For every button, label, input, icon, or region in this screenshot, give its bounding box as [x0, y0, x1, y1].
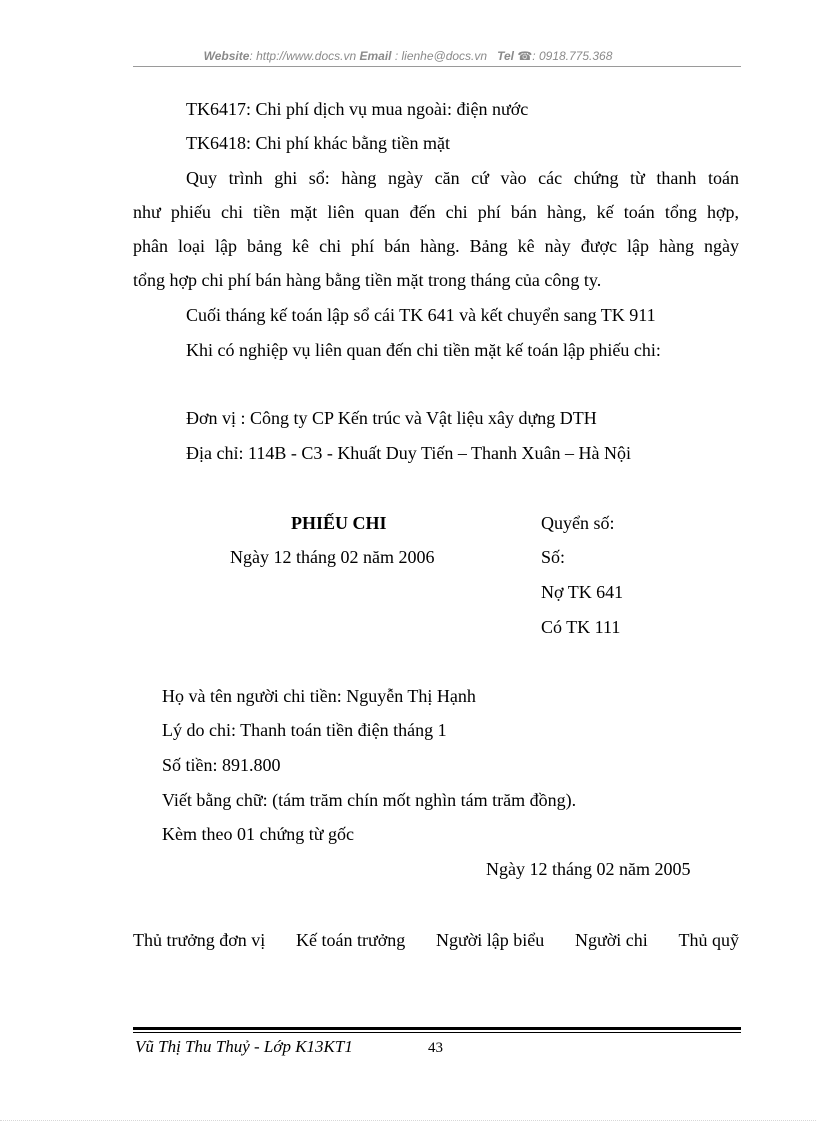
website-label: Website — [203, 49, 250, 63]
signatory: Thủ trưởng đơn vị — [133, 930, 266, 950]
signatory: Kế toán trưởng — [296, 930, 406, 950]
nguoi-chi: Họ và tên người chi tiền: Nguyễn Thị Hạnh — [162, 686, 476, 706]
line-cuoi-thang: Cuối tháng kế toán lập sổ cái TK 641 và kết chuyển sang TK 911 — [186, 305, 656, 325]
website-value: : http://www.docs.vn — [249, 49, 357, 63]
footer-author: Vũ Thị Thu Thuỷ - Lớp K13KT1 — [135, 1037, 353, 1056]
page-number: 43 — [428, 1040, 443, 1056]
quyen-so: Quyển số: — [541, 513, 615, 533]
footer-divider-thick — [133, 1027, 741, 1030]
line-tk6418: TK6418: Chi phí khác bằng tiền mặt — [186, 133, 450, 153]
line-tk6417: TK6417: Chi phí dịch vụ mua ngoài: điện nước — [186, 99, 529, 119]
para1-line2: như phiếu chi tiền mặt liên quan đến chi phí bán hàng, kế toán tổng hợp, — [133, 202, 739, 222]
so: Số: — [541, 547, 566, 567]
tel-value: : 0918.775.368 — [532, 49, 613, 63]
line-khi-co: Khi có nghiệp vụ liên quan đến chi tiền mặt kế toán lập phiếu chi: — [186, 340, 661, 360]
co-tk: Có TK 111 — [541, 617, 621, 637]
ly-do: Lý do chi: Thanh toán tiền điện tháng 1 — [162, 720, 447, 740]
signatories-row — [133, 928, 739, 952]
para1-line1: Quy trình ghi sổ: hàng ngày căn cứ vào các chứng từ thanh toán — [186, 168, 739, 188]
signatory: Người lập biểu — [435, 930, 545, 950]
dia-chi: Địa chỉ: 114B - C3 - Khuất Duy Tiến – Thanh Xuân – Hà Nội — [186, 443, 631, 463]
signatory: Người chi — [574, 930, 648, 950]
footer-divider-thin — [133, 1032, 741, 1033]
email-value: : lienhe@docs.vn — [391, 49, 488, 63]
bang-chu: Viết bằng chữ: (tám trăm chín mốt nghìn tám trăm đồng). — [162, 790, 577, 810]
so-tien: Số tiền: 891.800 — [162, 755, 281, 775]
no-tk: Nợ TK 641 — [541, 582, 624, 602]
page-bottom-border — [0, 1120, 816, 1121]
email-label: Email — [359, 49, 392, 63]
voucher-title: PHIẾU CHI — [291, 513, 387, 533]
voucher-date: Ngày 12 tháng 02 năm 2006 — [230, 547, 435, 567]
phone-icon: ☎ — [517, 49, 533, 63]
signatory: Thủ quỹ — [678, 930, 739, 950]
header-divider — [133, 66, 741, 67]
para1-line3: phân loại lập bảng kê chi phí bán hàng. Bảng kê này được lập hàng ngày — [133, 236, 739, 256]
sign-date: Ngày 12 tháng 02 năm 2005 — [486, 859, 691, 879]
para1-line4: tổng hợp chi phí bán hàng bằng tiền mặt trong tháng của công ty. — [133, 270, 602, 290]
don-vi: Đơn vị : Công ty CP Kến trúc và Vật liệu xây dựng DTH — [186, 408, 597, 428]
kem-theo: Kèm theo 01 chứng từ gốc — [162, 824, 354, 844]
page-header — [0, 49, 816, 63]
tel-label: Tel — [497, 49, 514, 63]
